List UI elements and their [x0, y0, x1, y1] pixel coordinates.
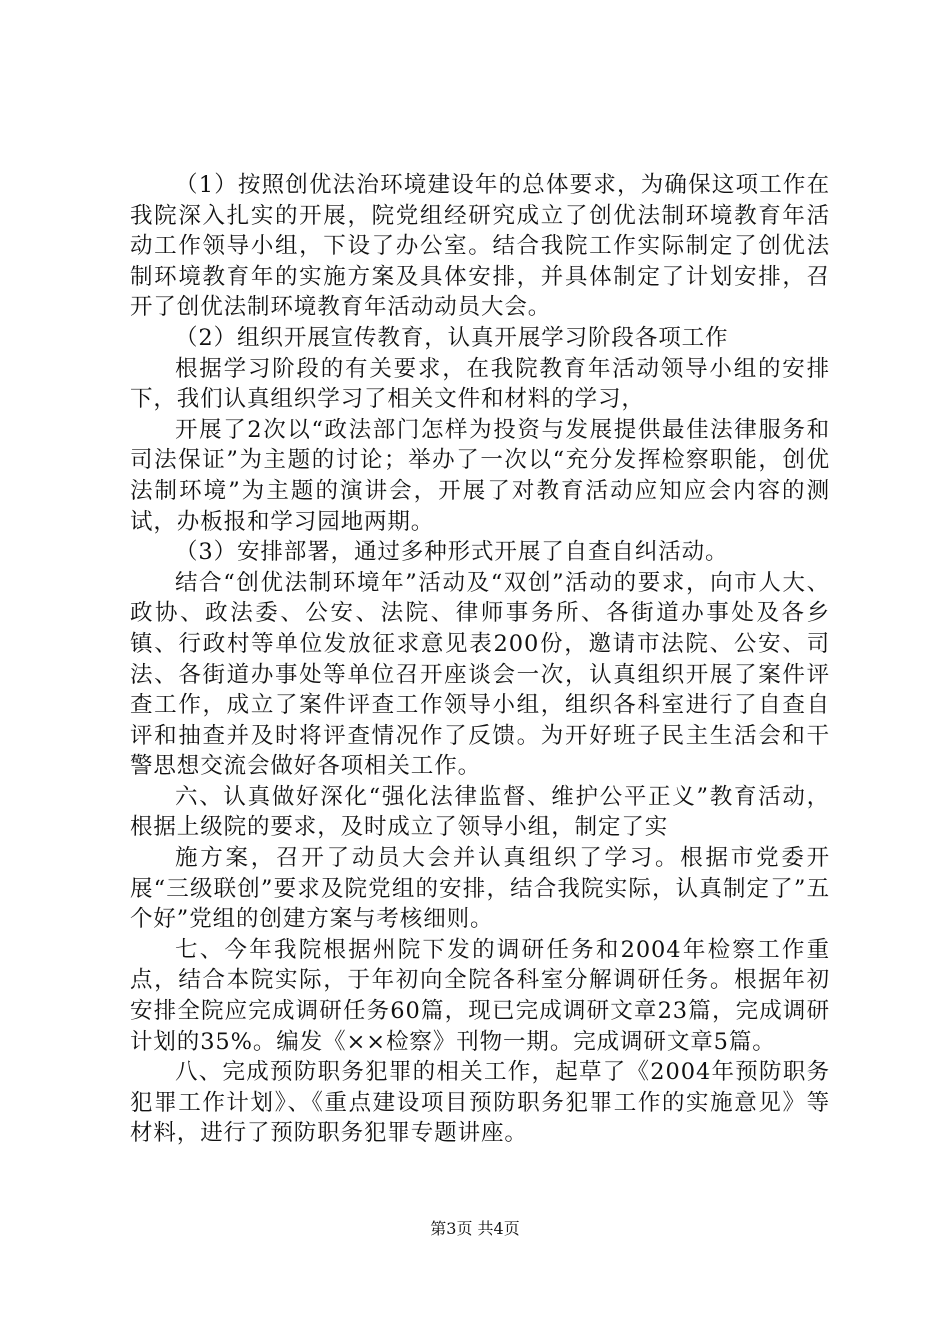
paragraph: 八、完成预防职务犯罪的相关工作，起草了《2004年预防职务犯罪工作计划》、《重点建设项目预防职务犯罪工作的实施意见》等材料，进行了预防职务犯罪专题讲座。: [130, 1059, 830, 1147]
document-body: [130, 170, 830, 1149]
paragraph: 七、今年我院根据州院下发的调研任务和2004年检察工作重点，结合本院实际，于年初向全院各科室分解调研任务。根据年初安排全院应完成调研任务60篇，现已完成调研文章23篇，完成调研计划的35%。编发《××检察》刊物一期。完成调研文章5篇。: [130, 936, 830, 1055]
paragraph: 根据学习阶段的有关要求，在我院教育年活动领导小组的安排下，我们认真组织学习了相关文件和材料的学习，: [130, 355, 830, 413]
page-number-footer: 第3页 共4页: [430, 1219, 520, 1238]
paragraph: 结合“创优法制环境年”活动及“双创”活动的要求，向市人大、政协、政法委、公安、法院、律师事务所、各街道办事处及各乡镇、行政村等单位发放征求意见表200份，邀请市法院、公安、司法、各街道办事处等单位召开座谈会一次，认真组织开展了案件评查工作，成立了案件评查工作领导小组，组织各科室进行了自查自评和抽查并及时将评查情况作了反馈。为开好班子民主生活会和干警思想交流会做好各项相关工作。: [130, 569, 830, 780]
paragraph: （2）组织开展宣传教育，认真开展学习阶段各项工作: [175, 324, 729, 351]
paragraph: 施方案，召开了动员大会并认真组织了学习。根据市党委开展“三级联创”要求及院党组的安排，结合我院实际，认真制定了”五个好”党组的创建方案与考核细则。: [130, 845, 830, 933]
paragraph: （3）安排部署，通过多种形式开展了自查自纠活动。: [175, 539, 729, 566]
paragraph: 六、认真做好深化“强化法律监督、维护公平正义”教育活动，根据上级院的要求，及时成立了领导小组，制定了实: [130, 783, 830, 841]
paragraph: （1）按照创优法治环境建设年的总体要求，为确保这项工作在我院深入扎实的开展，院党组经研究成立了创优法制环境教育年活动工作领导小组，下设了办公室。结合我院工作实际制定了创优法制环境教育年的实施方案及具体安排，并具体制定了计划安排，召开了创优法制环境教育年活动动员大会。: [130, 172, 830, 321]
paragraph: 开展了2次以“政法部门怎样为投资与发展提供最佳法律服务和司法保证”为主题的讨论；举办了一次以“充分发挥检察职能，创优法制环境”为主题的演讲会，开展了对教育活动应知应会内容的测试，办板报和学习园地两期。: [130, 416, 830, 535]
